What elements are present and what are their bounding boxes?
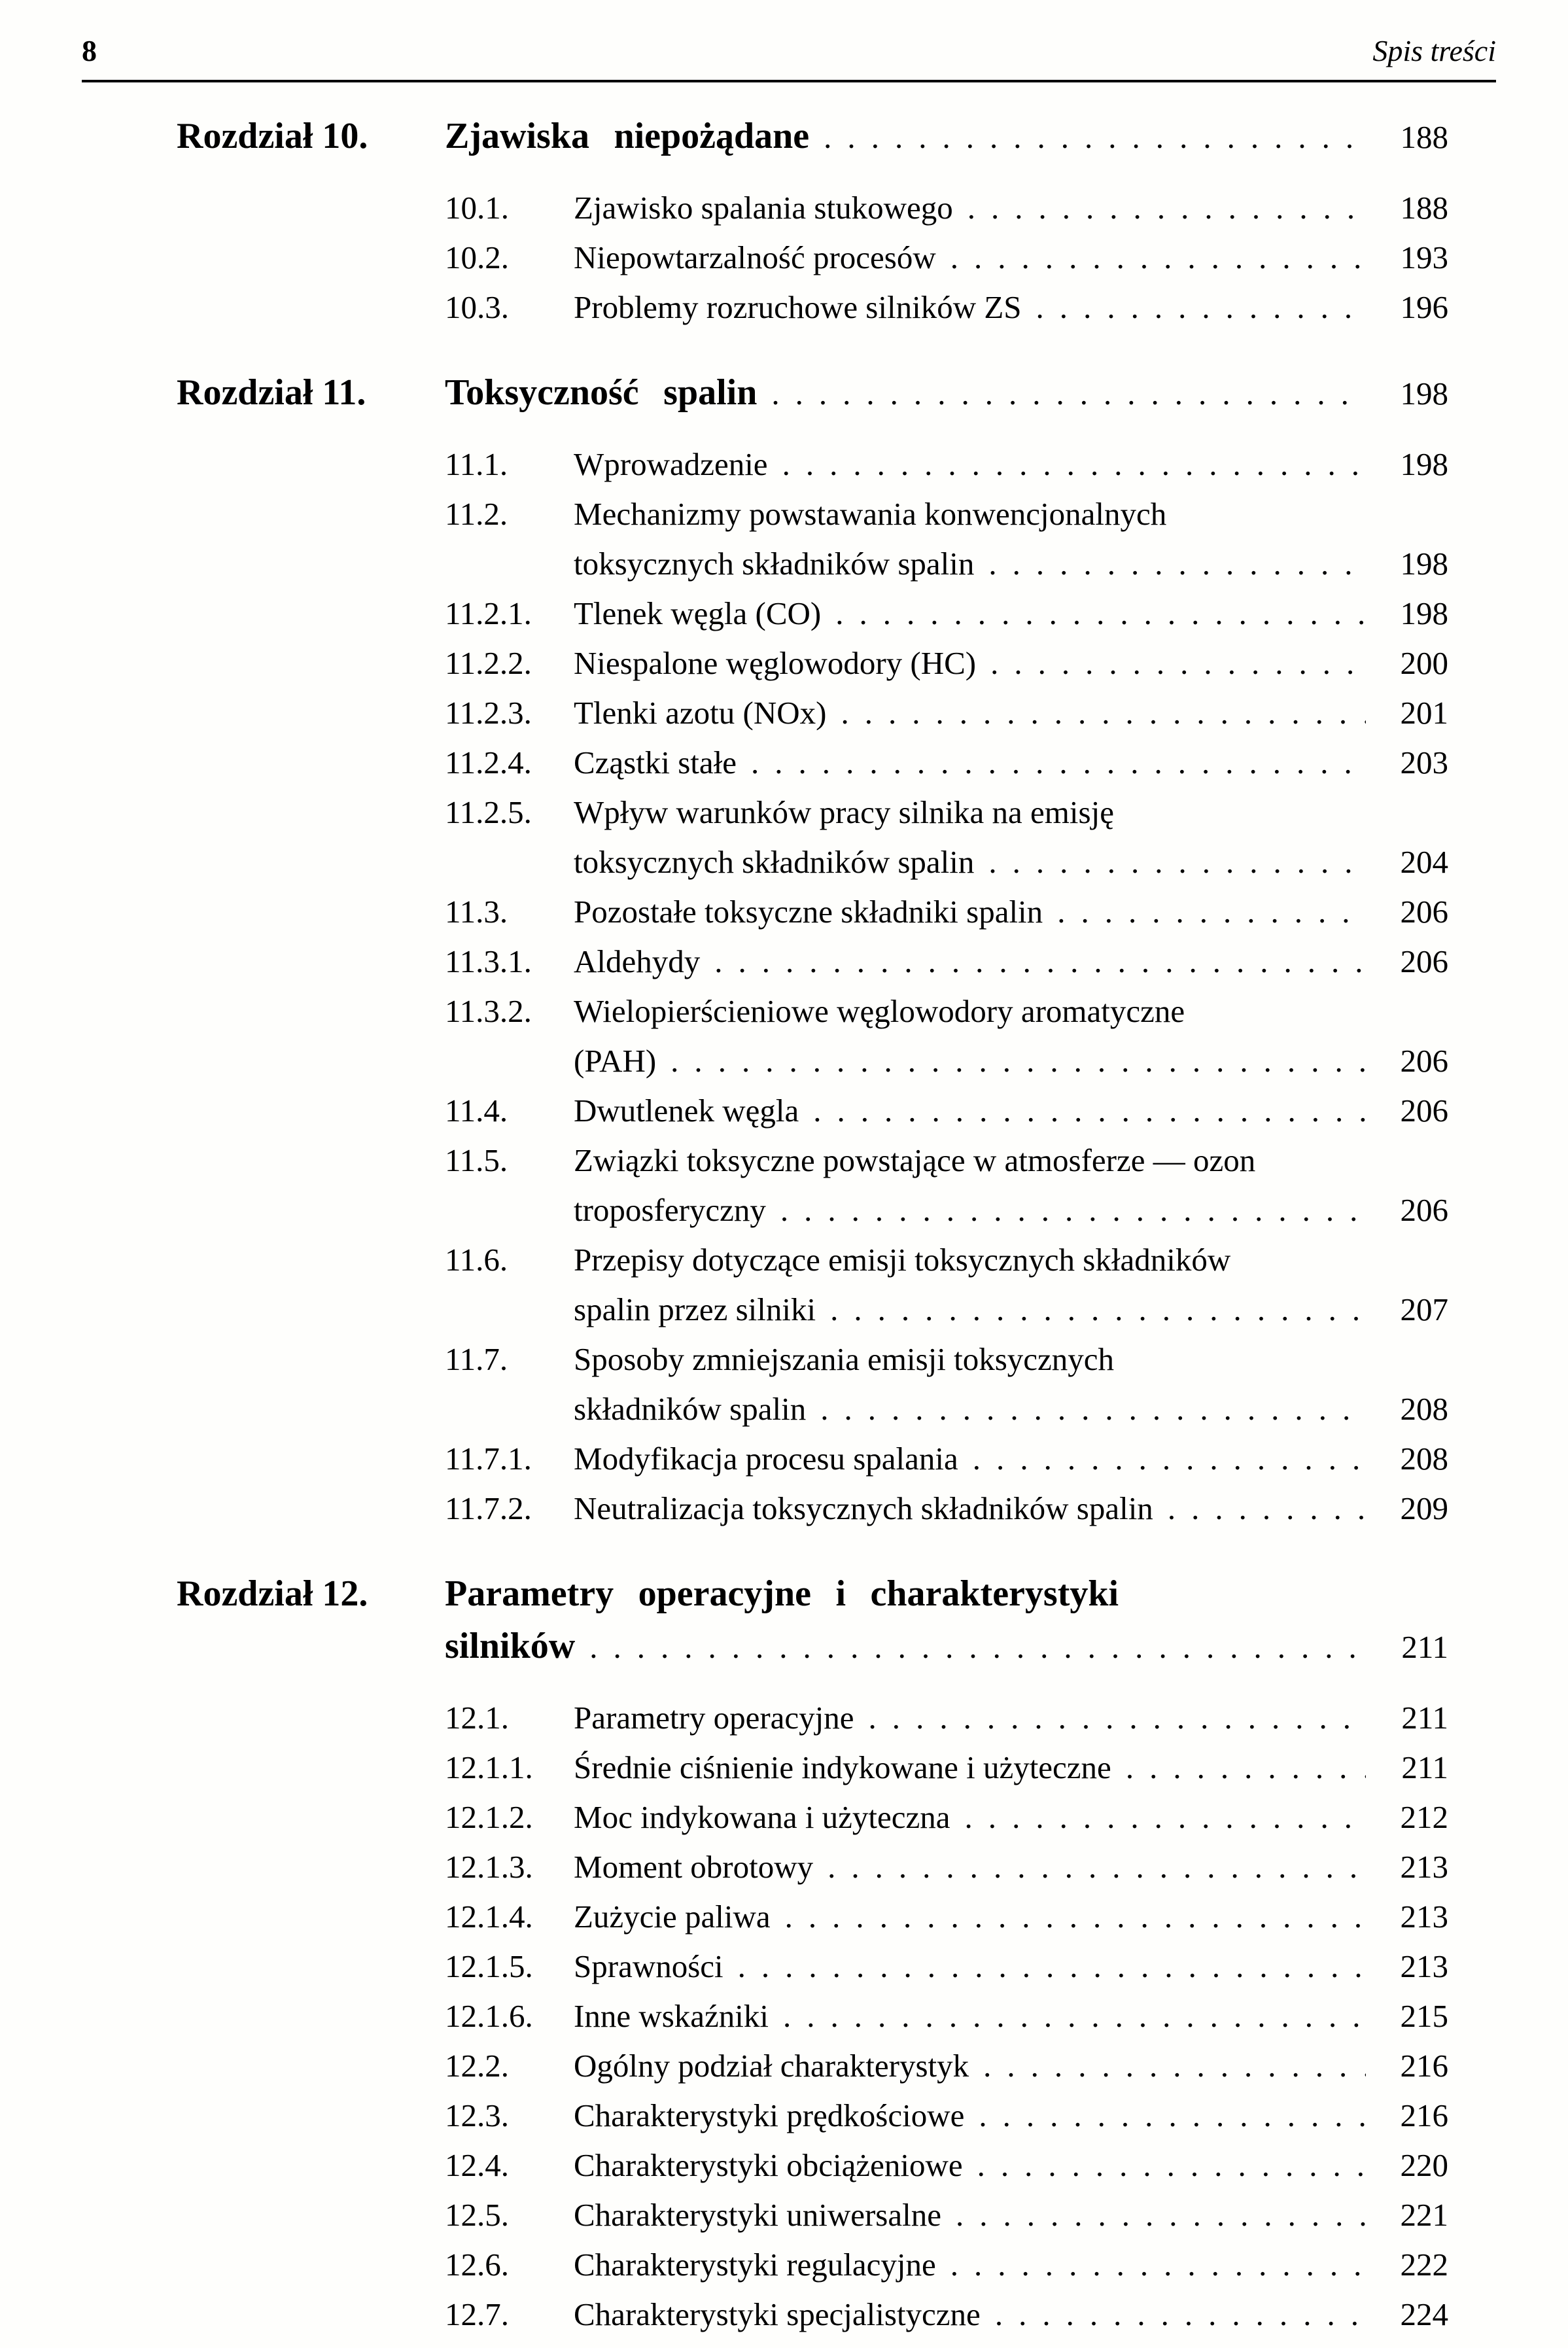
- entry-page-number: 198: [1400, 446, 1448, 482]
- entry-page-number: 200: [1400, 645, 1448, 681]
- dot-leader: [771, 368, 1366, 420]
- entry-number: 11.7.1.: [445, 1441, 532, 1477]
- toc-entry: [445, 1793, 1448, 1842]
- entry-text: Sprawności: [574, 1948, 723, 1984]
- entry-text: toksycznych składników spalin: [574, 844, 975, 880]
- toc-line: [574, 1842, 1448, 1892]
- toc-line: [574, 1335, 1448, 1384]
- dot-leader: [950, 2240, 1366, 2290]
- toc-chapter: [177, 1568, 1448, 2339]
- entry-page-number: 209: [1400, 1490, 1448, 1526]
- chapter-title-block: [445, 110, 1448, 164]
- entry-number: 11.2.4.: [445, 745, 532, 780]
- entry-text-block: [574, 2041, 1448, 2091]
- toc-line: [574, 183, 1448, 233]
- toc-line: [574, 1086, 1448, 1136]
- toc-line: [574, 2141, 1448, 2190]
- entry-number: 12.1.2.: [445, 1799, 533, 1835]
- dot-leader: [869, 1693, 1366, 1743]
- entry-page-number: 222: [1400, 2247, 1448, 2283]
- entry-text-block: [574, 1892, 1448, 1942]
- entry-page-number: 188: [1400, 190, 1448, 226]
- entry-page-number: 207: [1400, 1291, 1448, 1327]
- toc-line: [574, 2290, 1448, 2339]
- toc-line: [574, 639, 1448, 688]
- dot-leader: [751, 738, 1366, 788]
- dot-leader: [979, 2091, 1366, 2141]
- entry-text: spalin przez silniki: [574, 1291, 816, 1327]
- entry-number: 12.6.: [445, 2247, 509, 2283]
- entry-page-number: 204: [1400, 844, 1448, 880]
- dot-leader: [956, 2190, 1366, 2240]
- toc-entry: [445, 2091, 1448, 2141]
- toc-entry: [445, 639, 1448, 688]
- entry-page-number: 198: [1400, 546, 1448, 582]
- toc-entry: [445, 887, 1448, 937]
- entry-text: Modyfikacja procesu spalania: [574, 1441, 958, 1477]
- toc-entry: [445, 738, 1448, 788]
- entry-text-block: [574, 639, 1448, 688]
- entry-text: toksycznych składników spalin: [574, 546, 975, 582]
- entry-text-block: [574, 1743, 1448, 1793]
- entry-number: 12.1.1.: [445, 1749, 533, 1785]
- entry-number: 12.3.: [445, 2097, 509, 2133]
- toc-line: [574, 937, 1448, 987]
- entry-page-number: 201: [1400, 695, 1448, 731]
- toc-entry: [445, 1842, 1448, 1892]
- entry-text-block: [574, 233, 1448, 283]
- dot-leader: [988, 539, 1366, 589]
- toc-line: [574, 987, 1448, 1036]
- toc-line: [574, 738, 1448, 788]
- toc-line: [445, 1620, 1448, 1673]
- entry-text: Charakterystyki regulacyjne: [574, 2247, 936, 2283]
- entry-text: Niepowtarzalność procesów: [574, 239, 936, 275]
- entry-number: 11.3.: [445, 894, 508, 930]
- toc-entry: [445, 1335, 1448, 1434]
- toc-line: [574, 1434, 1448, 1484]
- toc-entry: [445, 589, 1448, 639]
- toc-entry: [445, 1136, 1448, 1235]
- entry-page-number: 213: [1400, 1849, 1448, 1885]
- toc-entry: [445, 233, 1448, 283]
- entry-text: Niespalone węglowodory (HC): [574, 645, 977, 681]
- dot-leader: [995, 2290, 1366, 2339]
- toc-entry: [445, 440, 1448, 489]
- chapter-entries: [445, 1693, 1448, 2339]
- toc-entry: [445, 1484, 1448, 1533]
- chapter-title-block: [445, 1568, 1448, 1673]
- entry-text: składników spalin: [574, 1391, 807, 1427]
- entry-number: 11.7.: [445, 1341, 508, 1377]
- dot-leader: [589, 1621, 1366, 1673]
- entry-text: Zużycie paliwa: [574, 1899, 771, 1935]
- dot-leader: [835, 589, 1366, 639]
- entry-text: (PAH): [574, 1043, 657, 1079]
- dot-leader: [820, 1384, 1366, 1434]
- toc-line: [574, 1036, 1448, 1086]
- toc-entry: [445, 2190, 1448, 2240]
- running-title: Spis treści: [1372, 34, 1496, 67]
- entry-text-block: [574, 738, 1448, 788]
- entry-text: Mechanizmy powstawania konwencjonalnych: [574, 496, 1167, 532]
- entry-number: 12.1.: [445, 1700, 509, 1736]
- entry-text-block: [574, 489, 1448, 589]
- toc-line: [574, 887, 1448, 937]
- entry-text-block: [574, 440, 1448, 489]
- dot-leader: [973, 1434, 1366, 1484]
- toc-entry: [445, 937, 1448, 987]
- entry-text-block: [574, 788, 1448, 887]
- entry-number: 10.1.: [445, 190, 509, 226]
- entry-number: 11.2.5.: [445, 794, 532, 830]
- chapter-label: Rozdział 10.: [177, 116, 368, 156]
- entry-text-block: [574, 1086, 1448, 1136]
- entry-page-number: 203: [1400, 745, 1448, 780]
- toc-line: [574, 1285, 1448, 1335]
- toc-line: [574, 2240, 1448, 2290]
- entry-page-number: 211: [1401, 1700, 1448, 1736]
- toc-entry: [445, 788, 1448, 887]
- entry-number: 12.4.: [445, 2147, 509, 2183]
- entry-text: Ogólny podział charakterystyk: [574, 2048, 969, 2084]
- toc-line: [574, 1136, 1448, 1185]
- toc-line: [574, 2041, 1448, 2091]
- entry-text: Wpływ warunków pracy silnika na emisję: [574, 794, 1114, 830]
- toc-line: [574, 1942, 1448, 1991]
- toc-line: [574, 2091, 1448, 2141]
- chapter-entries: [445, 183, 1448, 332]
- entry-page-number: 206: [1400, 894, 1448, 930]
- entry-text: Inne wskaźniki: [574, 1998, 769, 2034]
- entry-number: 10.2.: [445, 239, 509, 275]
- entry-number: 12.1.6.: [445, 1998, 533, 2034]
- toc-line: [574, 589, 1448, 639]
- toc-entry: [445, 1235, 1448, 1335]
- chapter-page-number: 211: [1401, 1629, 1448, 1665]
- toc-entry: [445, 987, 1448, 1086]
- entry-text: Tlenek węgla (CO): [574, 595, 822, 631]
- dot-leader: [967, 183, 1366, 233]
- dot-leader: [828, 1842, 1366, 1892]
- entry-page-number: 196: [1400, 289, 1448, 325]
- entry-text-block: [574, 2290, 1448, 2339]
- dot-leader: [1126, 1743, 1366, 1793]
- dot-leader: [824, 111, 1366, 164]
- toc-line: [574, 1235, 1448, 1285]
- entry-page-number: 198: [1400, 595, 1448, 631]
- entry-page-number: 212: [1400, 1799, 1448, 1835]
- toc-entry: [445, 183, 1448, 233]
- toc-line: [574, 440, 1448, 489]
- entry-text: Charakterystyki obciążeniowe: [574, 2147, 963, 2183]
- entry-number: 11.4.: [445, 1093, 508, 1129]
- dot-leader: [738, 1942, 1366, 1991]
- entry-text: Związki toksyczne powstające w atmosferze — ozon: [574, 1142, 1256, 1178]
- entry-text: Charakterystyki prędkościowe: [574, 2097, 965, 2133]
- chapter-page-number: 188: [1400, 119, 1448, 155]
- chapter-title: Parametry operacyjne i charakterystyki: [445, 1573, 1119, 1614]
- toc-line: [574, 688, 1448, 738]
- dot-leader: [830, 1285, 1366, 1335]
- toc-line: [445, 110, 1448, 164]
- entry-text-block: [574, 1842, 1448, 1892]
- toc-entry: [445, 2240, 1448, 2290]
- entry-page-number: 211: [1401, 1749, 1448, 1785]
- entry-text: Przepisy dotyczące emisji toksycznych składników: [574, 1242, 1231, 1278]
- toc-line: [445, 366, 1448, 420]
- chapter-label: Rozdział 11.: [177, 372, 366, 413]
- toc-line: [574, 788, 1448, 837]
- chapter-title: silników: [445, 1626, 576, 1666]
- entry-text: Moc indykowana i użyteczna: [574, 1799, 950, 1835]
- entry-text: Charakterystyki uniwersalne: [574, 2197, 941, 2233]
- entry-page-number: 193: [1400, 239, 1448, 275]
- toc-entry: [445, 489, 1448, 589]
- entry-number: 11.1.: [445, 446, 508, 482]
- entry-text: Dwutlenek węgla: [574, 1093, 799, 1129]
- entry-number: 11.2.3.: [445, 695, 532, 731]
- chapter-label: Rozdział 12.: [177, 1573, 368, 1614]
- entry-text-block: [574, 2141, 1448, 2190]
- entry-text-block: [574, 1942, 1448, 1991]
- chapter-title-block: [445, 366, 1448, 420]
- page-header: [82, 33, 1496, 82]
- entry-text: Średnie ciśnienie indykowane i użyteczne: [574, 1749, 1111, 1785]
- toc-line: [574, 1793, 1448, 1842]
- entry-page-number: 221: [1400, 2197, 1448, 2233]
- entry-text: troposferyczny: [574, 1192, 766, 1228]
- dot-leader: [782, 440, 1366, 489]
- toc-entry: [445, 1743, 1448, 1793]
- toc-line: [574, 1384, 1448, 1434]
- entry-number: 12.1.3.: [445, 1849, 533, 1885]
- toc-entry: [445, 1693, 1448, 1743]
- toc-line: [574, 2190, 1448, 2240]
- chapter-heading: [177, 1568, 1448, 1673]
- dot-leader: [783, 1991, 1366, 2041]
- entry-number: 12.1.5.: [445, 1948, 533, 1984]
- dot-leader: [813, 1086, 1366, 1136]
- dot-leader: [780, 1185, 1366, 1235]
- entry-number: 11.5.: [445, 1142, 508, 1178]
- entry-text-block: [574, 589, 1448, 639]
- entry-number: 12.2.: [445, 2048, 509, 2084]
- entry-number: 10.3.: [445, 289, 509, 325]
- entry-text: Aldehydy: [574, 943, 701, 979]
- entry-page-number: 213: [1400, 1899, 1448, 1935]
- chapter-entries: [445, 440, 1448, 1533]
- entry-text: Zjawisko spalania stukowego: [574, 190, 953, 226]
- toc-entry: [445, 2041, 1448, 2091]
- toc-line: [574, 1185, 1448, 1235]
- entry-text: Wielopierścieniowe węglowodory aromatyczne: [574, 993, 1185, 1029]
- toc-line: [574, 1892, 1448, 1942]
- entry-page-number: 208: [1400, 1441, 1448, 1477]
- dot-leader: [983, 2041, 1366, 2091]
- dot-leader: [990, 639, 1366, 688]
- toc: [82, 82, 1496, 2339]
- entry-text-block: [574, 1793, 1448, 1842]
- entry-page-number: 224: [1400, 2296, 1448, 2332]
- entry-number: 11.2.2.: [445, 645, 532, 681]
- toc-line: [574, 1484, 1448, 1533]
- toc-line: [445, 1568, 1448, 1620]
- entry-text: Problemy rozruchowe silników ZS: [574, 289, 1022, 325]
- toc-line: [574, 283, 1448, 332]
- toc-line: [574, 539, 1448, 589]
- entry-text: Cząstki stałe: [574, 745, 737, 780]
- toc-entry: [445, 688, 1448, 738]
- chapter-heading: [177, 110, 1448, 164]
- dot-leader: [1036, 283, 1366, 332]
- entry-text-block: [574, 1335, 1448, 1434]
- entry-text-block: [574, 2190, 1448, 2240]
- entry-page-number: 206: [1400, 1093, 1448, 1129]
- entry-number: 11.3.2.: [445, 993, 532, 1029]
- entry-page-number: 206: [1400, 1192, 1448, 1228]
- entry-text: Wprowadzenie: [574, 446, 768, 482]
- entry-text-block: [574, 2240, 1448, 2290]
- dot-leader: [977, 2141, 1366, 2190]
- dot-leader: [785, 1892, 1366, 1942]
- entry-number: 11.6.: [445, 1242, 508, 1278]
- entry-number: 11.2.: [445, 496, 508, 532]
- entry-number: 12.5.: [445, 2197, 509, 2233]
- toc-entry: [445, 2290, 1448, 2339]
- dot-leader: [671, 1036, 1366, 1086]
- toc-chapter: [177, 366, 1448, 1533]
- dot-leader: [1168, 1484, 1366, 1533]
- chapter-page-number: 198: [1400, 376, 1448, 412]
- chapter-title: Zjawiska niepożądane: [445, 116, 810, 156]
- toc-entry: [445, 1892, 1448, 1942]
- toc-entry: [445, 1434, 1448, 1484]
- toc-entry: [445, 1086, 1448, 1136]
- entry-text-block: [574, 1235, 1448, 1335]
- toc-entry: [445, 1942, 1448, 1991]
- toc-line: [574, 837, 1448, 887]
- entry-text: Tlenki azotu (NOx): [574, 695, 827, 731]
- entry-text-block: [574, 688, 1448, 738]
- entry-text: Parametry operacyjne: [574, 1700, 854, 1736]
- entry-text: Moment obrotowy: [574, 1849, 814, 1885]
- entry-page-number: 213: [1400, 1948, 1448, 1984]
- entry-text: Charakterystyki specjalistyczne: [574, 2296, 981, 2332]
- dot-leader: [714, 937, 1366, 987]
- entry-page-number: 206: [1400, 1043, 1448, 1079]
- entry-text-block: [574, 887, 1448, 937]
- toc-line: [574, 489, 1448, 539]
- entry-text: Pozostałe toksyczne składniki spalin: [574, 894, 1043, 930]
- toc-entry: [445, 283, 1448, 332]
- folio-page-number: 8: [82, 34, 97, 67]
- entry-text: Sposoby zmniejszania emisji toksycznych: [574, 1341, 1115, 1377]
- entry-number: 12.1.4.: [445, 1899, 533, 1935]
- toc-entry: [445, 1991, 1448, 2041]
- entry-text-block: [574, 937, 1448, 987]
- dot-leader: [950, 233, 1366, 283]
- entry-number: 11.7.2.: [445, 1490, 532, 1526]
- entry-page-number: 208: [1400, 1391, 1448, 1427]
- entry-text-block: [574, 1434, 1448, 1484]
- dot-leader: [965, 1793, 1366, 1842]
- toc-chapter: [177, 110, 1448, 332]
- entry-text-block: [574, 2091, 1448, 2141]
- entry-text-block: [574, 183, 1448, 233]
- toc-line: [574, 233, 1448, 283]
- chapter-title: Toksyczność spalin: [445, 372, 758, 413]
- chapter-heading: [177, 366, 1448, 420]
- toc-entry: [445, 2141, 1448, 2190]
- entry-number: 11.2.1.: [445, 595, 532, 631]
- entry-page-number: 206: [1400, 943, 1448, 979]
- entry-text: Neutralizacja toksycznych składników spalin: [574, 1490, 1153, 1526]
- entry-text-block: [574, 1693, 1448, 1743]
- dot-leader: [841, 688, 1366, 738]
- entry-page-number: 215: [1400, 1998, 1448, 2034]
- toc-line: [574, 1743, 1448, 1793]
- entry-text-block: [574, 1991, 1448, 2041]
- toc-line: [574, 1693, 1448, 1743]
- entry-page-number: 216: [1400, 2097, 1448, 2133]
- entry-number: 12.7.: [445, 2296, 509, 2332]
- dot-leader: [988, 837, 1366, 887]
- toc-line: [574, 1991, 1448, 2041]
- dot-leader: [1057, 887, 1366, 937]
- entry-text-block: [574, 1484, 1448, 1533]
- entry-text-block: [574, 283, 1448, 332]
- entry-text-block: [574, 987, 1448, 1086]
- entry-text-block: [574, 1136, 1448, 1235]
- entry-page-number: 220: [1400, 2147, 1448, 2183]
- entry-page-number: 216: [1400, 2048, 1448, 2084]
- entry-number: 11.3.1.: [445, 943, 532, 979]
